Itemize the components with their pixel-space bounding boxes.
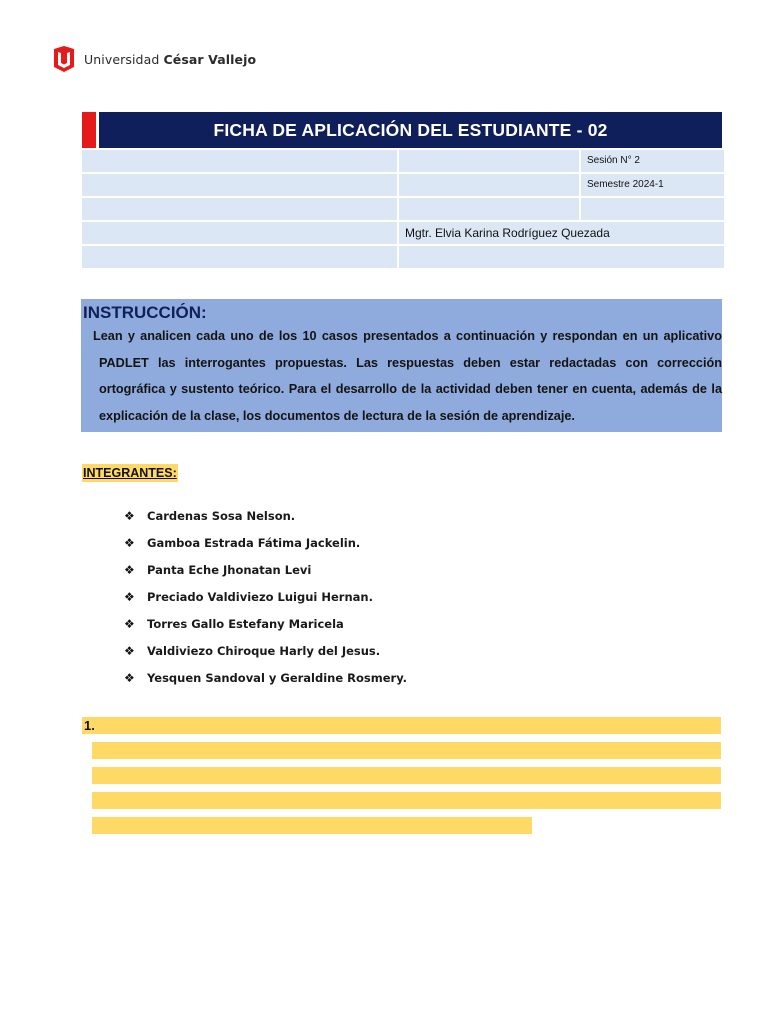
question-highlight-line bbox=[92, 817, 532, 834]
session-number: Sesión N° 2 bbox=[581, 150, 724, 172]
diamond-bullet-icon: ❖ bbox=[124, 589, 135, 604]
header-cell-empty bbox=[82, 198, 397, 220]
diamond-bullet-icon: ❖ bbox=[124, 616, 135, 631]
diamond-bullet-icon: ❖ bbox=[124, 508, 135, 523]
diamond-bullet-icon: ❖ bbox=[124, 562, 135, 577]
question-highlight-line bbox=[82, 717, 721, 734]
header-cell-empty bbox=[399, 246, 724, 268]
list-item: ❖ Gamboa Estrada Fátima Jackelin. bbox=[124, 535, 361, 550]
semester: Semestre 2024-1 bbox=[581, 174, 724, 196]
university-name: Universidad César Vallejo bbox=[84, 51, 257, 67]
title-row bbox=[82, 112, 722, 148]
document-title: FICHA DE APLICACIÓN DEL ESTUDIANTE - 02 bbox=[99, 112, 722, 148]
header-cell-empty bbox=[581, 198, 724, 220]
instruction-box bbox=[81, 299, 722, 432]
list-item: ❖ Panta Eche Jhonatan Levi bbox=[124, 562, 312, 577]
integrantes-label: INTEGRANTES: bbox=[83, 466, 177, 480]
question-highlight-line bbox=[92, 792, 721, 809]
university-logo bbox=[52, 45, 256, 73]
list-item: ❖ Preciado Valdiviezo Luigui Hernan. bbox=[124, 589, 373, 604]
instruction-text: Lean y analicen cada uno de los 10 casos presentados a continuación y respondan en un aplicativo PADLET las interrogantes propuestas. Las respuestas deben estar redactadas con corrección ortográfica y sustento teórico. Para el desarrollo de la actividad deben tener en cuenta, además de la explicación de la clase, los documentos de lectura de la sesión de aprendizaje. bbox=[93, 329, 722, 423]
list-item: ❖ Yesquen Sandoval y Geraldine Rosmery. bbox=[124, 670, 408, 685]
header-info-grid bbox=[82, 150, 722, 268]
instruction-title: INSTRUCCIÓN: bbox=[83, 303, 207, 322]
list-item: ❖ Valdiviezo Chiroque Harly del Jesus. bbox=[124, 643, 381, 658]
diamond-bullet-icon: ❖ bbox=[124, 643, 135, 658]
diamond-bullet-icon: ❖ bbox=[124, 670, 135, 685]
header-cell-empty bbox=[82, 174, 397, 196]
list-item: ❖ Torres Gallo Estefany Maricela bbox=[124, 616, 344, 631]
header-cell-empty bbox=[399, 174, 579, 196]
header-table bbox=[82, 112, 722, 268]
header-cell-empty bbox=[399, 150, 579, 172]
header-cell-empty bbox=[82, 246, 397, 268]
header-cell-empty bbox=[82, 150, 397, 172]
header-cell-empty bbox=[399, 198, 579, 220]
header-cell-empty bbox=[82, 222, 397, 244]
list-item: ❖ Cardenas Sosa Nelson. bbox=[124, 508, 296, 523]
question-number: 1. bbox=[84, 718, 95, 733]
ucv-logo-icon bbox=[52, 45, 76, 73]
diamond-bullet-icon: ❖ bbox=[124, 535, 135, 550]
teacher-name: Mgtr. Elvia Karina Rodríguez Quezada bbox=[399, 222, 724, 244]
question-highlight-line bbox=[92, 742, 721, 759]
members-list bbox=[124, 502, 407, 691]
title-accent-bar bbox=[82, 112, 96, 148]
question-highlight-line bbox=[92, 767, 721, 784]
